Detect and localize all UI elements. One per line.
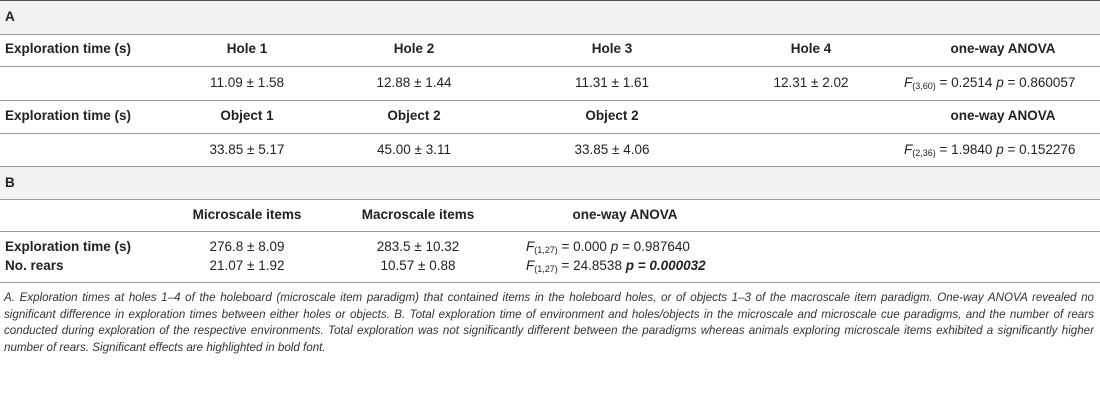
rule (0, 100, 1100, 101)
section-b-label: B (5, 175, 15, 190)
top-rule (0, 0, 1100, 1)
col-hole-2: Hole 2 (393, 41, 435, 56)
col-object-2: Object 2 (387, 108, 441, 123)
value-object-3: 33.85 ± 4.06 (574, 142, 650, 157)
col-macroscale: Macroscale items (361, 207, 475, 222)
col-object-3: Object 2 (585, 108, 639, 123)
col-anova: one-way ANOVA (950, 41, 1056, 56)
value-hole-1: 11.09 ± 1.58 (210, 75, 284, 90)
value-hole-2: 12.88 ± 1.44 (376, 75, 452, 90)
value-hole-3: 11.31 ± 1.61 (575, 75, 649, 90)
value-object-2: 45.00 ± 3.11 (377, 142, 451, 157)
table-footnote: A. Exploration times at holes 1–4 of the holeboard (microscale item paradigm) that contained items in the holeboard holes, or of objects 1–3 of the macroscale item paradigm. One-way ANOVA revealed no significant difference in exploration times between either holes or objects. B. Total exploration time of environment and holes/objects in the microscale and microscale cue paradigms, and the number of rears conducted during exploration of the respective environments. Total exploration was not significantly different between the paradigms whereas animals exploring microscale items exhibited a significantly higher number of rears. Significant effects are highlighted in bold font. (4, 291, 1094, 354)
rule (0, 66, 1100, 67)
section-b-header (0, 167, 1100, 199)
row-label-exploration: Exploration time (s) (5, 239, 132, 254)
value-object-1: 33.85 ± 5.17 (209, 142, 285, 157)
anova-result: $F_{(3,60)} = 0.2514$ p = 0.860057 (904, 75, 1076, 91)
section-a-header (0, 0, 1100, 34)
col-hole-1: Hole 1 (226, 41, 268, 56)
rule (0, 133, 1100, 134)
col-anova: one-way ANOVA (572, 207, 678, 222)
anova-result: $F_{(2,36)} = 1.9840$ p = 0.152276 (904, 142, 1076, 158)
col-hole-3: Hole 3 (591, 41, 633, 56)
col-microscale: Microscale items (192, 207, 302, 222)
value-macro: 10.57 ± 0.88 (380, 258, 456, 273)
rule (0, 282, 1100, 283)
row-header: Exploration time (s) (5, 41, 132, 56)
rule (0, 34, 1100, 35)
section-a-label: A (5, 9, 15, 24)
anova-result: $F_{(1,27)} = 24.8538$ p = 0.000032 (526, 258, 706, 274)
col-anova: one-way ANOVA (950, 108, 1056, 123)
value-macro: 283.5 ± 10.32 (376, 239, 460, 254)
anova-result: $F_{(1,27)} = 0.000$ p = 0.987640 (526, 239, 690, 255)
row-header: Exploration time (s) (5, 108, 132, 123)
rule (0, 231, 1100, 232)
value-micro: 276.8 ± 8.09 (209, 239, 285, 254)
col-object-1: Object 1 (220, 108, 274, 123)
row-label-rears: No. rears (5, 258, 64, 273)
value-hole-4: 12.31 ± 2.02 (773, 75, 849, 90)
rule (0, 199, 1100, 200)
col-hole-4: Hole 4 (790, 41, 832, 56)
value-micro: 21.07 ± 1.92 (209, 258, 285, 273)
